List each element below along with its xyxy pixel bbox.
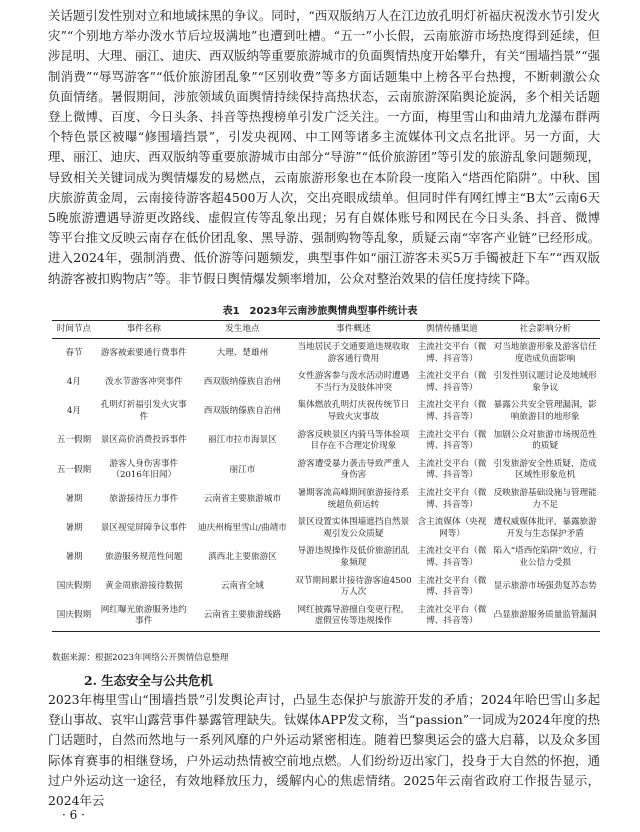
table-cell: 主流社交平台（微博、抖音等） [417, 487, 487, 510]
table-cell: 丽江市拉市海景区 [208, 435, 277, 446]
table-cell: 国庆假期 [56, 581, 92, 592]
table-caption: 表1 2023年云南涉旅舆情典型事件统计表 [222, 306, 418, 317]
table-cell: 陷入“塔西佗陷阱”效应，行业公信力受损 [493, 546, 597, 568]
table-cell: 主流社交平台（微博、抖音等） [417, 546, 487, 568]
table-cell: 丽江市 [229, 464, 256, 475]
table-header-cell: 时间节点 [52, 321, 96, 339]
table-cell: 景区视觉屏障争议事件 [100, 522, 187, 533]
table-cell: 引发性别议题讨论及地域形象争议 [493, 371, 597, 393]
table-cell: 游客被索要通行费事件 [100, 347, 187, 358]
table-cell: 暑期 [65, 493, 83, 504]
table-cell: 主流社交平台（微博、抖音等） [417, 429, 487, 452]
table-cell: 云南省全域 [220, 581, 264, 592]
table-cell: 主流社交平台（微博、抖音等） [414, 602, 491, 632]
table-cell: 游客人身伤害事件（2016年旧闻） [109, 458, 179, 481]
table-cell: 主流社交平台（微博、抖音等） [417, 458, 487, 481]
table-cell: 游客遭受暴力袭击导致严重人身伤害 [297, 458, 410, 481]
table-body [52, 339, 600, 632]
table-cell: 显示旅游市场强劲复苏态势 [493, 581, 597, 592]
table-cell: 4月 [66, 406, 81, 417]
table-cell: 云南省主要旅游城市 [203, 493, 282, 504]
table-cell: 旅游服务规范性问题 [105, 552, 183, 563]
table-cell: 加剧公众对旅游市场规范性的质疑 [493, 429, 597, 452]
events-table [52, 320, 600, 632]
table-cell: 旅游接待压力事件 [109, 493, 179, 504]
table-cell: 景区高价消费投诉事件 [100, 435, 187, 446]
table-cell: 迪庆州梅里雪山/曲靖市 [197, 522, 287, 533]
table-cell: 云南省主要旅游线路 [192, 602, 293, 632]
table-cell: 对当地旅游形象及游客信任度造成负面影响 [493, 342, 597, 364]
table-cell: 西双版纳傣族自治州 [203, 406, 282, 417]
table-cell: 暑期 [65, 552, 83, 563]
table-cell: 4月 [66, 376, 81, 387]
table-cell: 当地居民于交通要道违规收取游客通行费用 [297, 342, 410, 364]
table-source-note: 数据来源：根据2023年网络公开舆情信息整理 [52, 653, 229, 663]
table-cell: 黄金周旅游接待数据 [105, 581, 183, 592]
table-cell: 暴露公共安全管理漏洞，影响旅游目的地形象 [493, 400, 597, 422]
table-row [52, 397, 600, 426]
table-cell: 暑期 [65, 522, 83, 533]
table-cell: 国庆假期 [52, 602, 96, 632]
table-cell: 景区设置实体围墙遮挡自然景观引发公众质疑 [297, 517, 410, 539]
table-row [52, 573, 600, 602]
table-cell: 春节 [65, 347, 83, 358]
table-row [52, 456, 600, 485]
table-cell: 网红披露导游擅自变更行程，虚假宣传等违规操作 [293, 602, 414, 632]
table-cell: 网红曝光旅游服务违约事件 [96, 602, 192, 632]
table-row [52, 514, 600, 543]
table-cell: 泼水节游客冲突事件 [105, 376, 183, 387]
table-row [52, 427, 600, 456]
body-paragraph-2: 2023年梅里雪山“围墙挡景”引发舆论声讨，凸显生态保护与旅游开发的矛盾；2024年哈巴雪山多起登山事故、哀牢山露营事件暴露管理缺失。钛媒体APP发文称，当“passion”一词成为2024年度的热门话题时，自然而然地与一系列风靡的户外运动紧密相连。随着巴黎奥运会的盛大启幕，以及众多国际体育赛事的相继登场，户外运动热情被空前地点燃。人们纷纷迈出家门，投身于大自然的怀抱，通过户外运动这一途径，有效地释放压力，缓解内心的焦虑情绪。2025年云南省政府工作报告显示，2024年云 [48, 692, 600, 809]
table-cell: 集体燃放孔明灯庆祝传统节日导致火灾事故 [297, 400, 410, 422]
page-number: · 6 · [62, 808, 85, 822]
table-cell: 五一假期 [56, 464, 92, 475]
table-cell: 五一假期 [56, 435, 92, 446]
table-cell: 游客反映景区内骑马等体验项目存在不合理定价现象 [297, 429, 410, 452]
table-row [52, 602, 600, 632]
table-cell: 反映旅游基础设施与管理能力不足 [493, 487, 597, 510]
body-paragraph-1: 关话题引发性别对立和地域抹黑的争议。同时，“西双版纳万人在江边放孔明灯祈福庆祝泼水节引发火灾”“个别地方举办泼水节后垃圾满地”也遭到吐槽。“五一”小长假，云南旅游市场热度得到延续，但涉昆明、大理、丽江、迪庆、西双版纳等重要旅游城市的负面舆情热度开始攀升，有关“围墙挡景”“强制消费”“辱骂游客”“低价旅游团乱象”“区别收费”等多方面话题集中上榜各平台热搜，不断刺激公众负面情绪。暑假期间，涉旅领域负面舆情持续保持高热状态，云南旅游深陷舆论旋涡，多个相关话题登上微博、百度、今日头条、抖音等热搜榜单引发广泛关注。一方面，梅里雪山和曲靖九龙瀑布群两个特色景区被曝“修围墙挡景”，引发央视网、中工网等诸多主流媒体刊文点名批评。另一方面，大理、丽江、迪庆、西双版纳等重要旅游城市由部分“导游”“低价旅游团”等引发的旅游乱象问题频现，导致相关关键词成为舆情爆发的易燃点，云南旅游形象也在本阶段一度陷入“塔西佗陷阱”。中秋、国庆旅游黄金周，云南接待游客超4500万人次，交出亮眼成绩单。但同时伴有网红博主“B太”云南6天5晚旅游遭遇导游更改路线、虚假宣传等乱象出现；另有自媒体账号和网民在今日头条、抖音、微博等平台推文反映云南存在低价团乱象、黑导游、强制购物等乱象，质疑云南“宰客产业链”已经形成。进入2024年，强制消费、低价游等问题频发，典型事件如“丽江游客未买5万手镯被赶下车”“西双版纳游客被扣购物店”等。非节假日舆情爆发频率增加，公众对整治效果的信任度持续下降。 [48, 8, 600, 286]
table-header-cell: 社会影响分析 [490, 321, 600, 339]
table-cell: 导游违规操作及低价旅游团乱象频现 [297, 546, 410, 568]
table-cell: 主流社交平台（微博、抖音等） [417, 342, 487, 364]
table-header-cell: 事件概述 [293, 321, 414, 339]
table-cell: 主流社交平台（微博、抖音等） [417, 575, 487, 598]
table-row [52, 339, 600, 369]
table-row [52, 368, 600, 397]
table-cell: 大理、楚雄州 [216, 347, 269, 358]
table-header-row [52, 321, 600, 339]
table-header-cell: 舆情传播渠道 [414, 321, 491, 339]
table-cell: 滇西北主要旅游区 [208, 552, 277, 563]
table-row [52, 485, 600, 514]
table-cell: 主流社交平台（微博、抖音等） [417, 371, 487, 393]
section-heading: 2. 生态安全与公共危机 [84, 673, 213, 688]
table-cell: 孔明灯祈福引发火灾事件 [100, 400, 187, 422]
table-header-cell: 发生地点 [192, 321, 293, 339]
table-cell: 女性游客参与泼水活动时遭遇不当行为及肢体冲突 [297, 371, 410, 393]
table-cell: 西双版纳傣族自治州 [203, 376, 282, 387]
table-cell: 含主流媒体（央视网等） [417, 517, 487, 539]
table-cell: 遭权威媒体批评，暴露旅游开发与生态保护矛盾 [493, 517, 597, 539]
table-cell: 引发旅游安全性质疑，造成区域性形象危机 [493, 458, 597, 481]
table-cell: 暑期客流高峰期间旅游接待系统超负荷运转 [297, 487, 410, 510]
table-row [52, 543, 600, 572]
table-cell: 主流社交平台（微博、抖音等） [417, 400, 487, 422]
table-cell: 双节期间累计接待游客逾4500万人次 [295, 575, 412, 598]
table-header-cell: 事件名称 [96, 321, 192, 339]
table-cell: 凸显旅游服务质量监管漏洞 [490, 602, 600, 632]
